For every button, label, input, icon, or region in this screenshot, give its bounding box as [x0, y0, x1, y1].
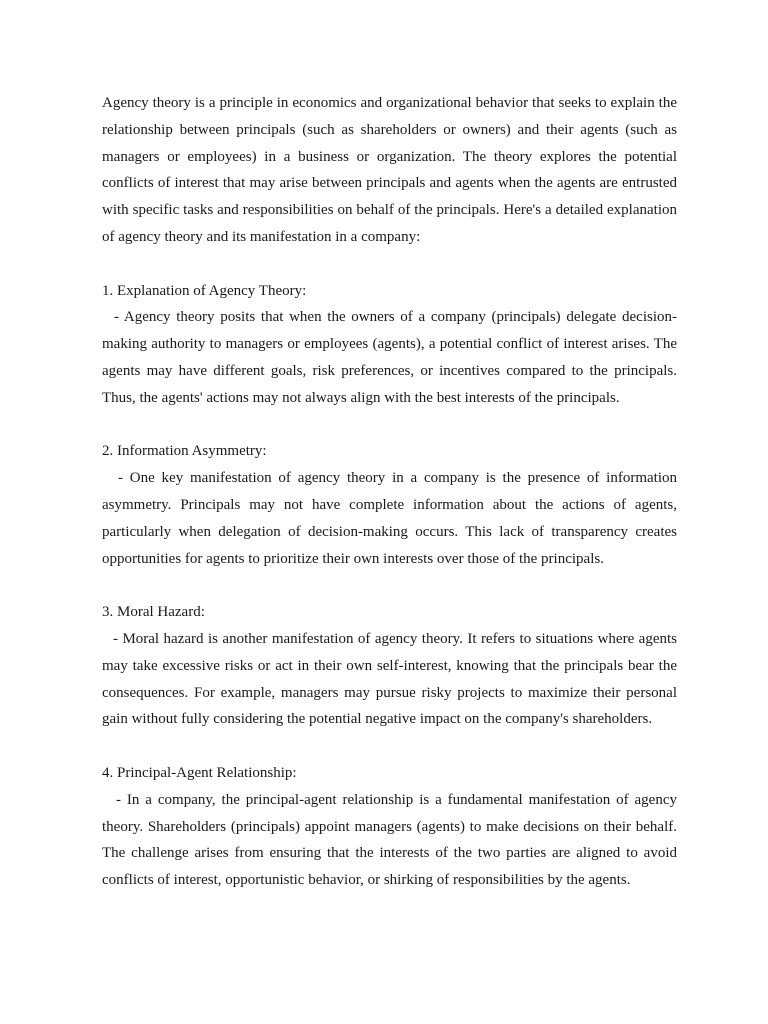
- section-principal-agent: [102, 760, 677, 894]
- intro-paragraph: Agency theory is a principle in economics and organizational behavior that seeks to explain the relationship between principals (such as shareholders or owners) and their agents (such as managers or employees) in a business or organization. The theory explores the potential conflicts of interest that may arise between principals and agents when the agents are entrusted with specific tasks and responsibilities on behalf of the principals. Here's a detailed explanation of agency theory and its manifestation in a company:: [102, 95, 677, 245]
- section-body: - In a company, the principal-agent relationship is a fundamental manifestation of agency theory. Shareholders (principals) appoint managers (agents) to make decisions on their behalf. The challenge arises from ensuring that the interests of the two parties are aligned to avoid conflicts of interest, opportunistic behavior, or shirking of responsibilities by the agents.: [102, 791, 677, 889]
- document-page: [102, 90, 677, 921]
- section-agency-theory: [102, 278, 677, 412]
- section-heading: 3. Moral Hazard:: [102, 604, 205, 621]
- section-body: - One key manifestation of agency theory in a company is the presence of information asymmetry. Principals may not have complete information about the actions of agents, particularly when delegation of decision-making occurs. This lack of transparency creates opportunities for agents to prioritize their own interests over those of the principals.: [102, 470, 677, 567]
- section-information-asymmetry: [102, 438, 677, 572]
- section-heading: 4. Principal-Agent Relationship:: [102, 764, 297, 781]
- section-heading: 1. Explanation of Agency Theory:: [102, 282, 307, 299]
- section-body: - Moral hazard is another manifestation of agency theory. It refers to situations where agents may take excessive risks or act in their own self-interest, knowing that the principals bear the consequences. For example, managers may pursue risky projects to maximize their personal gain without fully considering the potential negative impact on the company's shareholders.: [102, 630, 677, 728]
- section-moral-hazard: [102, 599, 677, 733]
- section-body: - Agency theory posits that when the owners of a company (principals) delegate decision-making authority to managers or employees (agents), a potential conflict of interest arises. The agents may have different goals, risk preferences, or incentives compared to the principals. Thus, the agents' actions may not always align with the best interests of the principals.: [102, 309, 677, 406]
- section-heading: 2. Information Asymmetry:: [102, 443, 267, 460]
